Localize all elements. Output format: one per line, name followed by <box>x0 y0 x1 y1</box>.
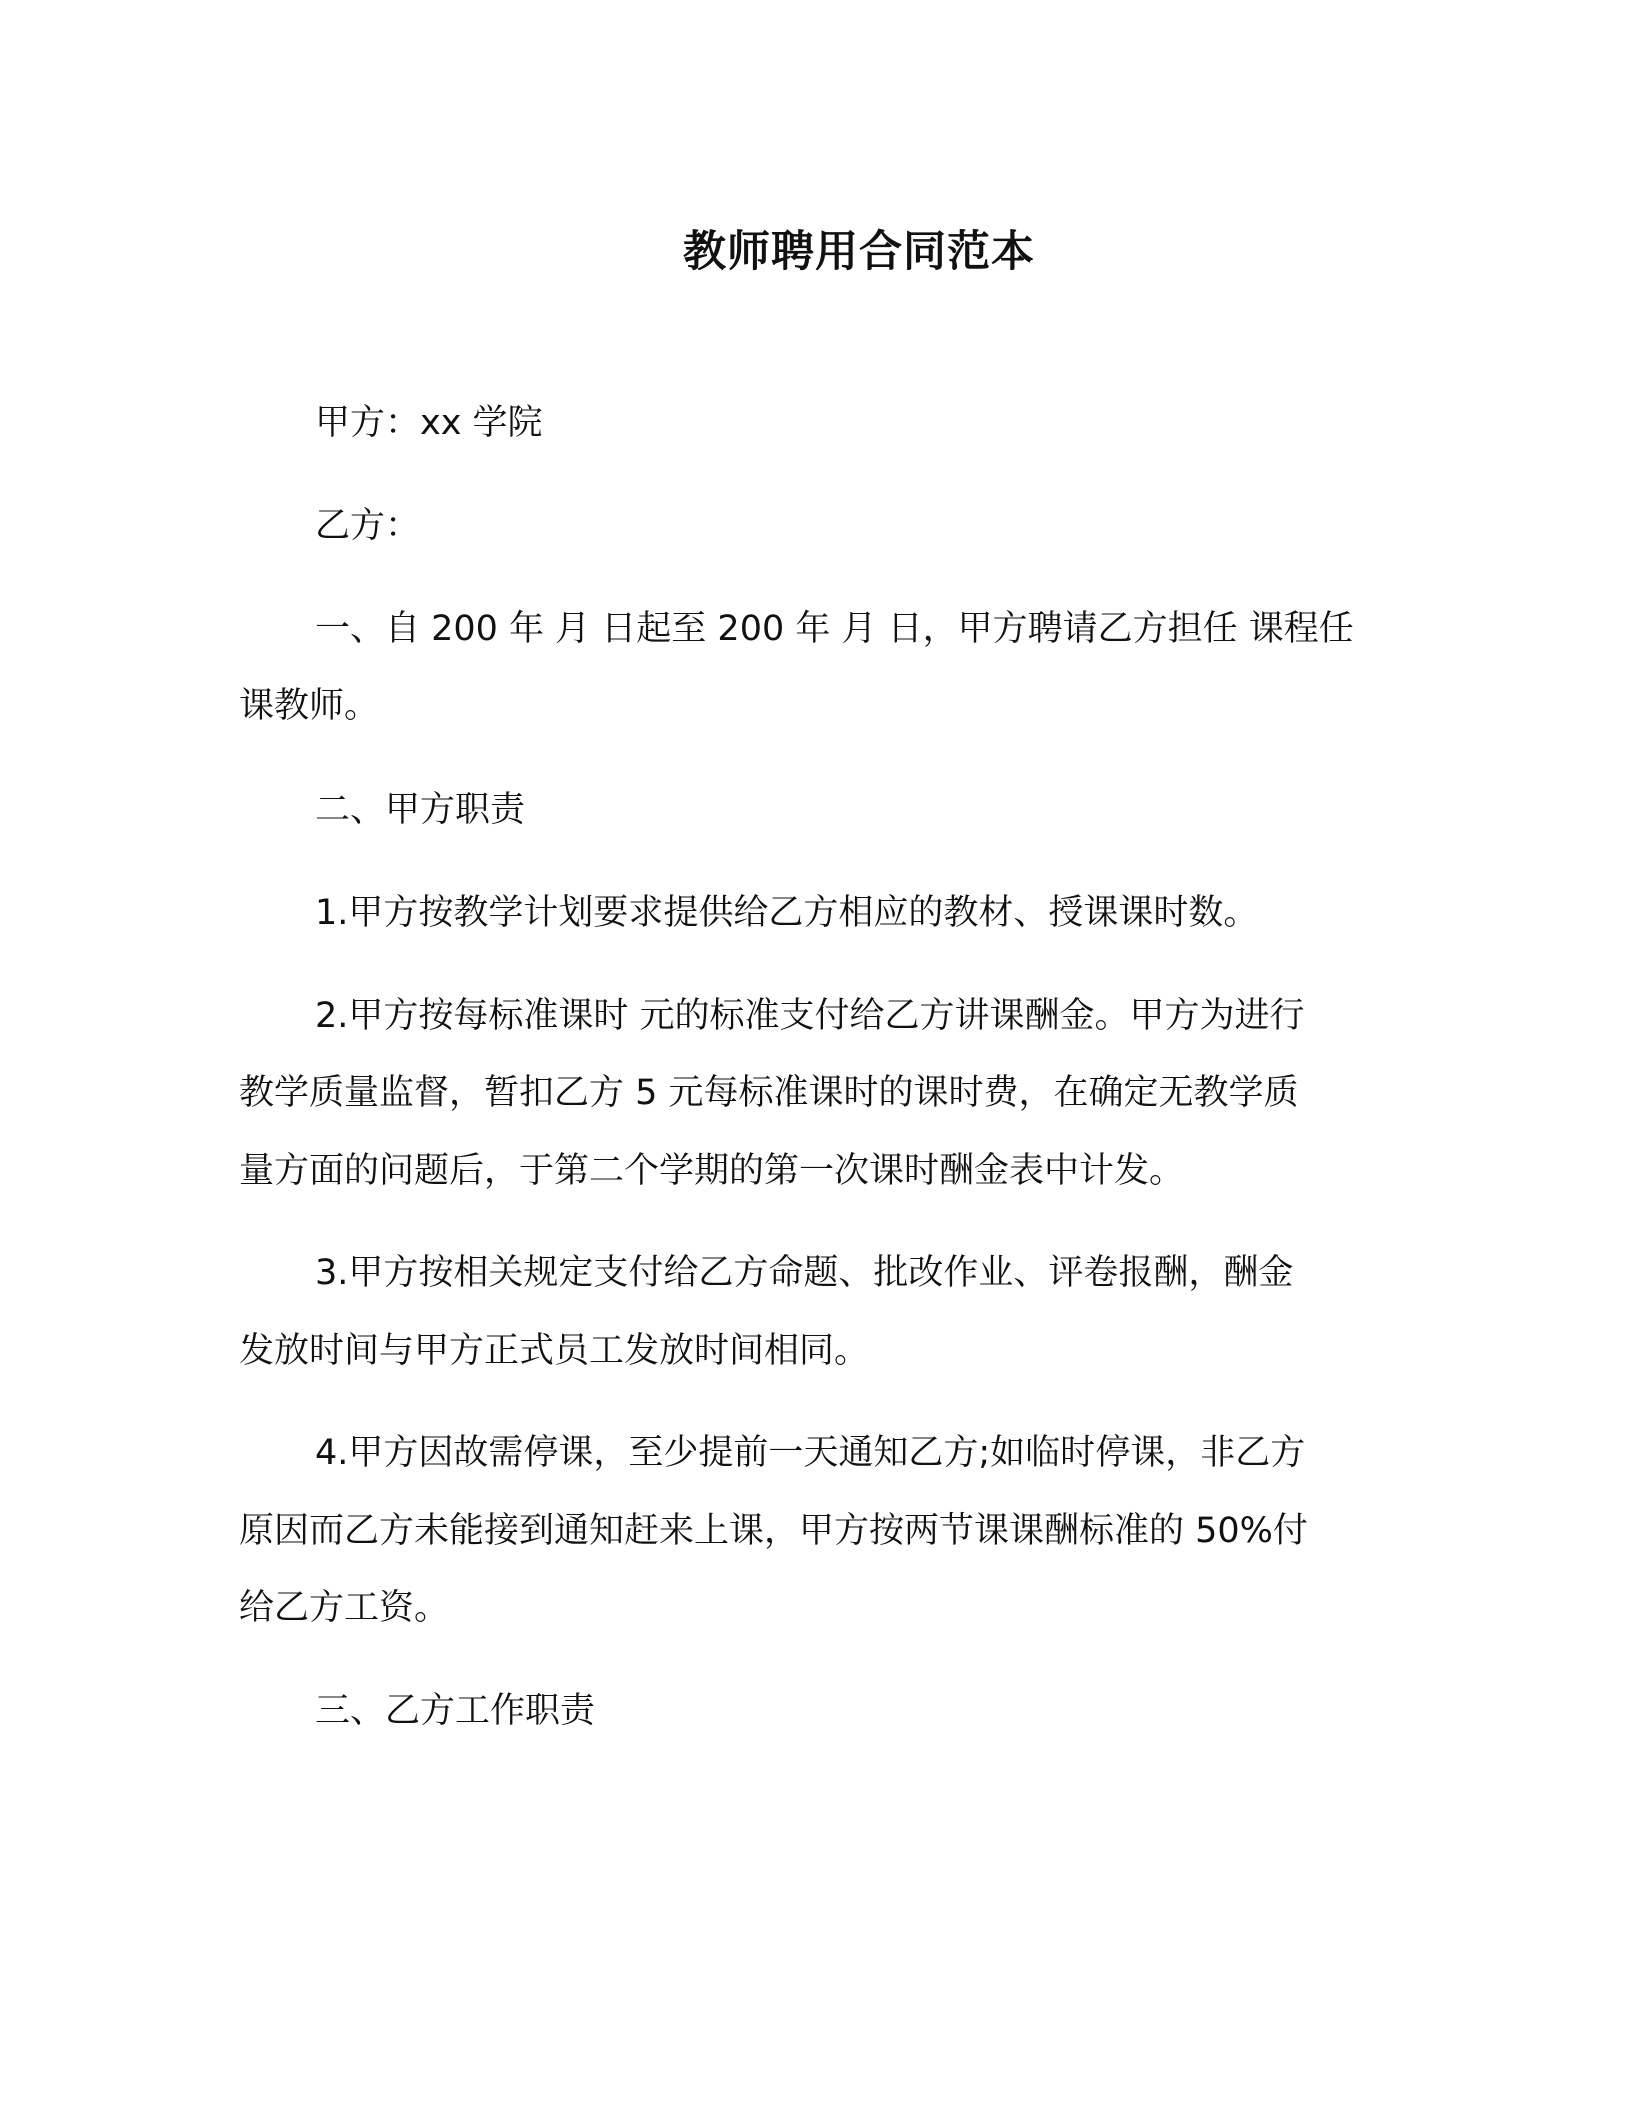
section-2-heading: 二、甲方职责 <box>315 790 526 830</box>
clause-1-line-1: 一、自 200 年 月 日起至 200 年 月 日，甲方聘请乙方担任 课程任 <box>315 609 1354 649</box>
party-a-line: 甲方：xx 学院 <box>315 403 543 443</box>
section-3-heading: 三、乙方工作职责 <box>315 1691 596 1731</box>
item-4-line-1: 4.甲方因故需停课，至少提前一天通知乙方;如临时停课，非乙方 <box>315 1433 1306 1473</box>
item-4-line-3: 给乙方工资。 <box>239 1588 450 1628</box>
item-4-line-2: 原因而乙方未能接到通知赶来上课，甲方按两节课课酬标准的 50%付 <box>239 1511 1308 1551</box>
item-3-line-2: 发放时间与甲方正式员工发放时间相同。 <box>239 1331 870 1371</box>
party-b-line: 乙方： <box>315 506 421 546</box>
item-2-line-1: 2.甲方按每标准课时 元的标准支付给乙方讲课酬金。甲方为进行 <box>315 996 1305 1036</box>
item-2-line-2: 教学质量监督，暂扣乙方 5 元每标准课时的课时费，在确定无教学质 <box>239 1073 1299 1113</box>
item-1-line-1: 1.甲方按教学计划要求提供给乙方相应的教材、授课课时数。 <box>315 893 1259 933</box>
item-2-line-3: 量方面的问题后，于第二个学期的第一次课时酬金表中计发。 <box>239 1151 1185 1191</box>
item-3-line-1: 3.甲方按相关规定支付给乙方命题、批改作业、评卷报酬，酬金 <box>315 1253 1294 1293</box>
document-title: 教师聘用合同范本 <box>683 227 1035 277</box>
clause-1-line-2: 课教师。 <box>239 686 380 726</box>
